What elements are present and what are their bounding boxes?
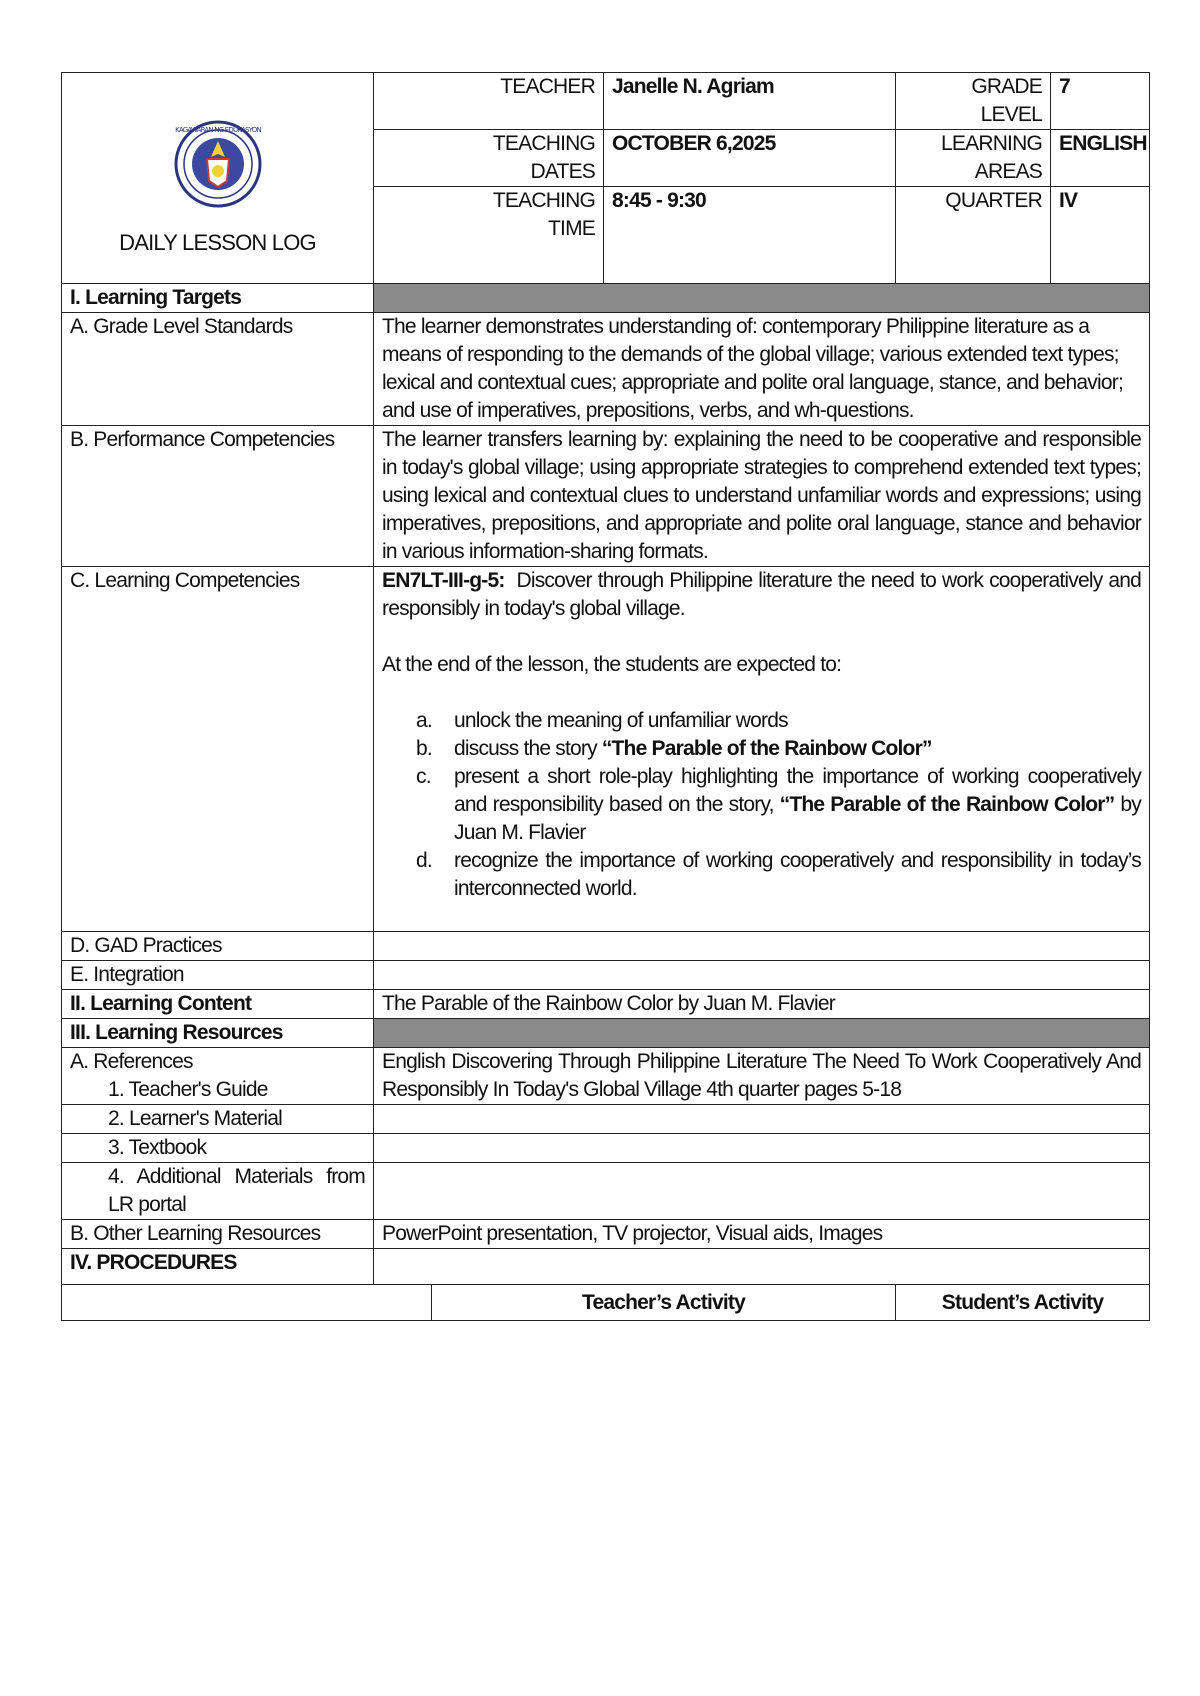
objective-text-wrap bbox=[454, 735, 1141, 763]
additional-materials-label-cell bbox=[62, 1163, 374, 1220]
procedures-heading: IV. PROCEDURES bbox=[70, 1251, 237, 1274]
textbook-value-cell bbox=[374, 1134, 1150, 1163]
other-resources-label-cell bbox=[62, 1220, 374, 1249]
grade-standards-cell bbox=[374, 313, 1150, 426]
learners-material-label-cell bbox=[62, 1105, 374, 1134]
learning-area: ENGLISH bbox=[1059, 132, 1147, 155]
objective-text: discuss the story bbox=[454, 737, 602, 760]
competencies-label: C. Learning Competencies bbox=[70, 569, 300, 592]
competency-statement bbox=[382, 567, 1141, 623]
time-label-cell bbox=[374, 187, 604, 284]
references-label: A. References bbox=[70, 1050, 193, 1073]
story-title: “The Parable of the Rainbow Color” bbox=[601, 737, 932, 760]
objective-marker: d. bbox=[416, 849, 432, 872]
competency-code: EN7LT-III-g-5: bbox=[382, 569, 505, 592]
performance-label: B. Performance Competencies bbox=[70, 428, 335, 451]
objective-item bbox=[382, 735, 1141, 763]
textbook-label: 3. Textbook bbox=[108, 1136, 207, 1159]
dates-label-cell bbox=[374, 130, 604, 187]
teachers-guide-label: 1. Teacher's Guide bbox=[108, 1078, 268, 1101]
resources-heading-cell bbox=[62, 1019, 374, 1048]
procedures-heading-cell bbox=[62, 1249, 374, 1285]
story-title: “The Parable of the Rainbow Color” bbox=[779, 793, 1115, 816]
performance-text: The learner transfers learning by: explaining the need to be cooperative and responsible in today's global village; using appropriate strategies to comprehend extended text types; using lexical and contextual clues to understand unfamiliar words and expressions; using imperatives, prepositions, and appropriate and polite oral language, stance and behavior in various information-sharing formats. bbox=[382, 428, 1141, 563]
other-resources-text: PowerPoint presentation, TV projector, Visual aids, Images bbox=[382, 1222, 883, 1245]
grade-label-line2: LEVEL bbox=[980, 103, 1042, 126]
procedures-empty-cell bbox=[374, 1249, 1150, 1285]
teacher-value-cell bbox=[604, 73, 896, 130]
teacher-label-cell bbox=[374, 73, 604, 130]
area-value-cell bbox=[1051, 130, 1150, 187]
learning-targets-heading-cell bbox=[62, 284, 374, 313]
teaching-time: 8:45 - 9:30 bbox=[612, 189, 706, 212]
objective-item bbox=[382, 763, 1141, 847]
areas-label-line2: AREAS bbox=[974, 160, 1042, 183]
textbook-label-cell bbox=[62, 1134, 374, 1163]
additional-materials-label: 4. Additional Materials from LR portal bbox=[108, 1165, 365, 1216]
objective-text: unlock the meaning of unfamiliar words bbox=[454, 709, 788, 732]
references-value-cell bbox=[374, 1048, 1150, 1105]
grade-value: 7 bbox=[1059, 75, 1070, 98]
objectives-list bbox=[382, 707, 1141, 903]
content-label: II. Learning Content bbox=[70, 992, 252, 1015]
objective-marker: b. bbox=[416, 737, 432, 760]
gad-label: D. GAD Practices bbox=[70, 934, 222, 957]
student-activity-label: Student’s Activity bbox=[941, 1290, 1104, 1314]
resources-shade bbox=[374, 1019, 1150, 1048]
references-label-cell bbox=[62, 1048, 374, 1105]
objective-text: present a short role-play highlighting the importance of working cooperatively and responsibility based on the story, bbox=[454, 765, 1141, 816]
resources-heading: III. Learning Resources bbox=[70, 1021, 283, 1044]
areas-label-cell bbox=[896, 130, 1051, 187]
objective-tail: by Juan M. Flavier bbox=[454, 793, 1141, 844]
objective-marker: a. bbox=[416, 709, 432, 732]
dates-value-cell bbox=[604, 130, 896, 187]
header-logo-cell bbox=[62, 73, 374, 284]
other-resources-label: B. Other Learning Resources bbox=[70, 1222, 321, 1245]
teacher-activity-label: Teacher’s Activity bbox=[581, 1290, 745, 1314]
gad-value-cell bbox=[374, 932, 1150, 961]
teacher-label: TEACHER bbox=[500, 75, 595, 98]
dates-label-line1: TEACHING bbox=[492, 132, 595, 155]
time-value-cell bbox=[604, 187, 896, 284]
lesson-log-table bbox=[61, 72, 1150, 1321]
learners-material-value-cell bbox=[374, 1105, 1150, 1134]
lesson-log-sheet bbox=[61, 72, 1149, 1321]
areas-label-line1: LEARNING bbox=[941, 132, 1042, 155]
teacher-name: Janelle N. Agriam bbox=[612, 75, 774, 98]
student-activity-header bbox=[896, 1285, 1150, 1321]
performance-cell bbox=[374, 426, 1150, 567]
objective-item bbox=[382, 847, 1141, 903]
competencies-cell bbox=[374, 567, 1150, 932]
teacher-activity-header bbox=[432, 1285, 896, 1321]
grade-standards-text: The learner demonstrates understanding of: contemporary Philippine literature as a means of responding to the demands of the global village; various extended text types; lexical and contextual cues; appropriate and polite oral language, stance, and behavior; and use of imperatives, prepositions, verbs, and wh-questions. bbox=[382, 315, 1123, 422]
svg-text:KAGAWARAN NG EDUKASYON: KAGAWARAN NG EDUKASYON bbox=[174, 126, 261, 134]
quarter-label: QUARTER bbox=[945, 189, 1042, 212]
grade-value-cell bbox=[1051, 73, 1150, 130]
grade-label-cell bbox=[896, 73, 1051, 130]
time-label-line1: TEACHING bbox=[492, 189, 595, 212]
quarter-label-cell bbox=[896, 187, 1051, 284]
learning-content: The Parable of the Rainbow Color by Juan M. Flavier bbox=[382, 992, 835, 1015]
objectives-intro: At the end of the lesson, the students are expected to: bbox=[382, 653, 842, 676]
quarter-value-cell bbox=[1051, 187, 1150, 284]
doc-title: DAILY LESSON LOG bbox=[119, 230, 316, 255]
objective-text-wrap bbox=[454, 763, 1141, 847]
integration-label: E. Integration bbox=[70, 963, 184, 986]
gad-label-cell bbox=[62, 932, 374, 961]
teaching-dates: OCTOBER 6,2025 bbox=[612, 132, 776, 155]
deped-seal-icon bbox=[173, 119, 263, 209]
competencies-label-cell bbox=[62, 567, 374, 932]
references-text: English Discovering Through Philippine Literature The Need To Work Cooperatively And Responsibly In Today's Global Village 4th quarter pages 5-18 bbox=[382, 1050, 1141, 1101]
competency-text: Discover through Philippine literature the need to work cooperatively and responsibly in today's global village. bbox=[382, 569, 1141, 620]
additional-materials-value-cell bbox=[374, 1163, 1150, 1220]
performance-label-cell bbox=[62, 426, 374, 567]
grade-label-line1: GRADE bbox=[971, 75, 1042, 98]
time-label-line2: TIME bbox=[548, 217, 595, 240]
quarter-value: IV bbox=[1059, 189, 1078, 212]
integration-value-cell bbox=[374, 961, 1150, 990]
grade-standards-label-cell bbox=[62, 313, 374, 426]
dates-label-line2: DATES bbox=[530, 160, 595, 183]
grade-standards-label: A. Grade Level Standards bbox=[70, 315, 293, 338]
objective-marker: c. bbox=[416, 765, 431, 788]
procedures-blank-cell bbox=[62, 1285, 432, 1321]
content-label-cell bbox=[62, 990, 374, 1019]
learning-targets-heading: I. Learning Targets bbox=[70, 286, 242, 309]
content-value-cell bbox=[374, 990, 1150, 1019]
objective-item bbox=[382, 707, 1141, 735]
learners-material-label: 2. Learner's Material bbox=[108, 1107, 282, 1130]
integration-label-cell bbox=[62, 961, 374, 990]
learning-targets-shade bbox=[374, 284, 1150, 313]
objective-text: recognize the importance of working cooperatively and responsibility in today’s interconnected world. bbox=[454, 849, 1141, 900]
other-resources-value-cell bbox=[374, 1220, 1150, 1249]
